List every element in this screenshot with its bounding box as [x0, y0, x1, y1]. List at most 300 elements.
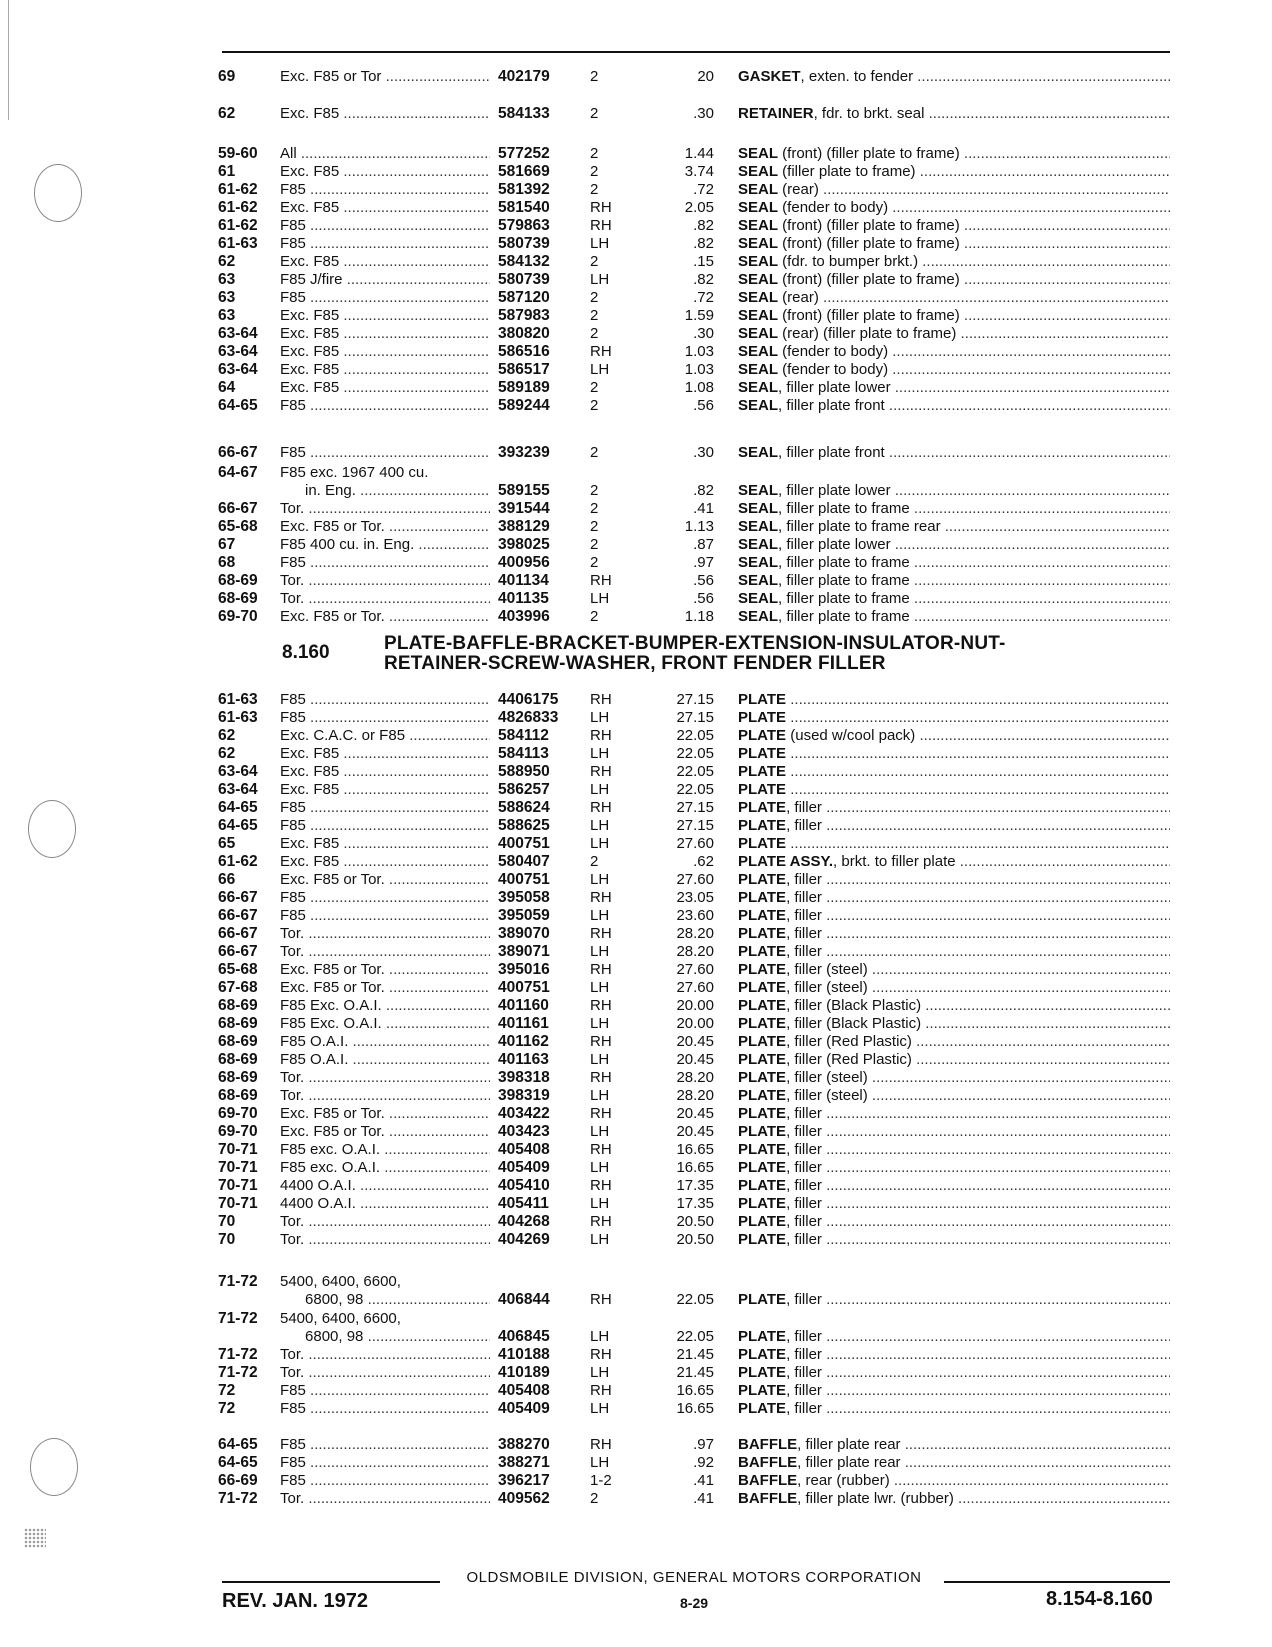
quantity: LH [590, 1454, 610, 1471]
part-number: 400751 [498, 871, 550, 888]
price: 16.65 [676, 1382, 714, 1399]
part-description [738, 798, 1170, 818]
part-name: SEAL [738, 361, 779, 378]
part-row [0, 517, 1272, 537]
section-title-line-2: RETAINER-SCREW-WASHER, FRONT FENDER FILLER [384, 653, 886, 674]
model-year: 63 [218, 289, 236, 306]
part-number: 577252 [498, 145, 550, 162]
part-number: 584113 [498, 745, 549, 762]
part-name: SEAL [738, 518, 779, 535]
quantity: RH [590, 1105, 612, 1122]
part-detail: , filler (Red Plastic) [786, 1051, 912, 1068]
part-name: PLATE [738, 1105, 787, 1122]
model-description: All ..... [280, 144, 490, 164]
model-year: 71-72 [218, 1346, 258, 1363]
part-name: SEAL [738, 590, 779, 607]
part-description [738, 744, 1170, 764]
quantity: LH [590, 835, 610, 852]
part-row [0, 360, 1272, 380]
price: 1.59 [684, 307, 714, 324]
quantity: RH [590, 217, 612, 234]
part-number: 589189 [498, 379, 550, 396]
part-name: PLATE [738, 1400, 787, 1417]
price: 20.00 [676, 1015, 714, 1032]
model-year: 63 [218, 271, 236, 288]
model-year: 64-67 [218, 464, 258, 481]
part-row [0, 978, 1272, 998]
part-name: PLATE [738, 745, 787, 762]
part-number: 398025 [498, 536, 550, 553]
part-detail: , filler plate front [778, 397, 885, 414]
part-row [0, 288, 1272, 308]
part-description [738, 708, 1170, 728]
part-name: SEAL [738, 379, 779, 396]
part-name: SEAL [738, 163, 779, 180]
model-year: 66-67 [218, 889, 258, 906]
quantity: LH [590, 745, 610, 762]
price: 27.60 [676, 835, 714, 852]
model-description: Exc. F85 or Tor ..... [280, 67, 490, 87]
part-number: 391544 [498, 500, 550, 517]
part-number: 401134 [498, 572, 549, 589]
quantity: 2 [590, 163, 599, 180]
part-number: 403996 [498, 608, 550, 625]
model-year: 68-69 [218, 1015, 258, 1032]
price: 27.15 [676, 799, 714, 816]
part-row [0, 1435, 1272, 1455]
part-description [738, 1158, 1170, 1178]
part-description [738, 816, 1170, 836]
part-row [0, 553, 1272, 573]
part-detail: (front) (filler plate to frame) [778, 307, 960, 324]
quantity: LH [590, 709, 610, 726]
part-description [738, 324, 1170, 344]
price: 22.05 [676, 1328, 714, 1345]
part-detail: , filler plate to frame [778, 590, 910, 607]
part-detail: , filler [786, 1177, 822, 1194]
price: .30 [693, 325, 714, 342]
quantity: RH [590, 1436, 612, 1453]
model-description: F85 Exc. O.A.I. ..... [280, 1014, 490, 1034]
part-number: 584133 [498, 105, 550, 122]
quantity: LH [590, 1159, 610, 1176]
quantity: 2 [590, 518, 599, 535]
model-year: 63-64 [218, 781, 258, 798]
model-year: 61-63 [218, 709, 258, 726]
part-row [0, 1363, 1272, 1383]
part-number: 401162 [498, 1033, 549, 1050]
model-year: 68-69 [218, 1033, 258, 1050]
part-detail: , filler (steel) [786, 961, 868, 978]
model-year: 64-65 [218, 1436, 258, 1453]
part-row [0, 378, 1272, 398]
model-description: F85 ..... [280, 1381, 490, 1401]
part-detail: , filler [786, 1364, 822, 1381]
part-number: 403422 [498, 1105, 550, 1122]
scan-artifact [24, 1528, 46, 1548]
model-description: F85 Exc. O.A.I. ..... [280, 996, 490, 1016]
part-row [0, 762, 1272, 782]
model-description: F85 ..... [280, 798, 490, 818]
model-year: 62 [218, 253, 236, 270]
model-year: 69-70 [218, 1123, 258, 1140]
part-description [738, 942, 1170, 962]
quantity: RH [590, 1291, 612, 1308]
part-description [738, 996, 1170, 1016]
price: 1.44 [684, 145, 714, 162]
part-description [738, 481, 1170, 501]
model-description: Exc. F85 or Tor. ..... [280, 1104, 490, 1124]
part-name: BAFFLE [738, 1436, 798, 1453]
model-year: 66 [218, 871, 236, 888]
part-row [0, 1327, 1272, 1347]
part-name: PLATE [738, 1123, 787, 1140]
price: .82 [693, 217, 714, 234]
model-year: 68-69 [218, 1069, 258, 1086]
model-description: F85 ..... [280, 180, 490, 200]
part-row [0, 252, 1272, 272]
part-number: 401135 [498, 590, 549, 607]
model-year: 70-71 [218, 1177, 258, 1194]
part-detail: , filler [786, 1346, 822, 1363]
part-name: SEAL [738, 325, 779, 342]
part-detail: , filler (Black Plastic) [786, 997, 922, 1014]
part-description [738, 726, 1170, 746]
part-detail: , filler plate front [778, 444, 885, 461]
quantity: RH [590, 925, 612, 942]
model-year: 61-62 [218, 217, 258, 234]
model-year: 62 [218, 105, 236, 122]
part-detail: (front) (filler plate to frame) [778, 271, 960, 288]
price: .82 [693, 482, 714, 499]
model-description: Exc. F85 ..... [280, 360, 490, 380]
part-detail: , filler plate to frame [778, 572, 910, 589]
price: 22.05 [676, 763, 714, 780]
part-row [0, 324, 1272, 344]
part-detail: , filler [786, 889, 822, 906]
quantity: LH [590, 1400, 610, 1417]
model-description: F85 ..... [280, 906, 490, 926]
part-name: PLATE [738, 1033, 787, 1050]
model-year: 71-72 [218, 1364, 258, 1381]
quantity: RH [590, 1069, 612, 1086]
model-year: 66-67 [218, 907, 258, 924]
part-detail: , filler (steel) [786, 1069, 868, 1086]
model-description: Exc. F85 or Tor. ..... [280, 960, 490, 980]
part-description [738, 1140, 1170, 1160]
part-description [738, 1435, 1170, 1455]
model-description: Exc. F85 ..... [280, 104, 490, 124]
header-rule [222, 51, 1170, 53]
part-name: PLATE [738, 961, 787, 978]
part-detail: (rear) [778, 181, 819, 198]
part-description [738, 960, 1170, 980]
part-description [738, 396, 1170, 416]
part-detail: , filler plate rear [797, 1454, 901, 1471]
model-description: F85 exc. O.A.I. ..... [280, 1140, 490, 1160]
price: 27.15 [676, 817, 714, 834]
part-row [0, 535, 1272, 555]
part-row [0, 1068, 1272, 1088]
part-row [0, 906, 1272, 926]
model-description: Exc. F85 or Tor. ..... [280, 978, 490, 998]
model-year: 63-64 [218, 361, 258, 378]
model-description: Tor. ..... [280, 499, 490, 519]
price: 23.60 [676, 907, 714, 924]
part-detail: , filler plate lwr. (rubber) [797, 1490, 954, 1507]
part-number: 579863 [498, 217, 550, 234]
part-description [738, 888, 1170, 908]
part-row [0, 1471, 1272, 1491]
quantity: LH [590, 1364, 610, 1381]
part-row [0, 162, 1272, 182]
part-detail: , filler plate rear [797, 1436, 901, 1453]
part-row [0, 1453, 1272, 1473]
model-year: 65-68 [218, 961, 258, 978]
part-row [0, 780, 1272, 800]
part-name: PLATE [738, 763, 787, 780]
part-description [738, 978, 1170, 998]
quantity: LH [590, 907, 610, 924]
price: 21.45 [676, 1346, 714, 1363]
model-description: Tor. ..... [280, 942, 490, 962]
quantity: LH [590, 1231, 610, 1248]
footer-revision: REV. JAN. 1972 [222, 1590, 369, 1612]
part-name: PLATE ASSY. [738, 853, 834, 870]
part-row [0, 180, 1272, 200]
part-description [738, 1104, 1170, 1124]
part-row [0, 67, 1272, 87]
quantity: LH [590, 817, 610, 834]
part-number: 589244 [498, 397, 550, 414]
part-row [0, 1272, 1272, 1292]
part-number: 406844 [498, 1291, 550, 1308]
part-description [738, 924, 1170, 944]
model-description: F85 ..... [280, 553, 490, 573]
quantity: LH [590, 781, 610, 798]
part-description [738, 1014, 1170, 1034]
model-year: 63-64 [218, 343, 258, 360]
part-name: PLATE [738, 1195, 787, 1212]
part-description [738, 1194, 1170, 1214]
part-name: BAFFLE [738, 1490, 798, 1507]
quantity: RH [590, 199, 612, 216]
footer-section-range: 8.154-8.160 [1046, 1588, 1153, 1610]
part-row [0, 198, 1272, 218]
part-number: 388270 [498, 1436, 550, 1453]
part-number: 581669 [498, 163, 550, 180]
model-description: Exc. F85 ..... [280, 324, 490, 344]
quantity: RH [590, 997, 612, 1014]
part-detail: , filler [786, 1400, 822, 1417]
part-number: 410188 [498, 1346, 550, 1363]
model-description: F85 J/fire ..... [280, 270, 490, 290]
part-name: SEAL [738, 235, 779, 252]
part-detail: (fender to body) [778, 343, 889, 360]
part-row [0, 463, 1272, 483]
part-number: 586257 [498, 781, 550, 798]
quantity: RH [590, 343, 612, 360]
quantity: LH [590, 1195, 610, 1212]
part-description [738, 306, 1170, 326]
part-detail: , filler [786, 871, 822, 888]
model-description: F85 ..... [280, 396, 490, 416]
part-name: PLATE [738, 1231, 787, 1248]
part-number: 398318 [498, 1069, 550, 1086]
part-detail: (used w/cool pack) [786, 727, 916, 744]
quantity: 2 [590, 289, 599, 306]
price: 1.08 [684, 379, 714, 396]
model-year: 64-65 [218, 799, 258, 816]
model-description: 4400 O.A.I. ..... [280, 1194, 490, 1214]
part-description [738, 1290, 1170, 1310]
model-year: 64 [218, 379, 236, 396]
part-description [738, 270, 1170, 290]
price: 20.45 [676, 1105, 714, 1122]
model-year: 67 [218, 536, 236, 553]
model-description: F85 ..... [280, 1435, 490, 1455]
price: .92 [693, 1454, 714, 1471]
model-description: F85 ..... [280, 1471, 490, 1491]
part-detail: , fdr. to brkt. seal [813, 105, 925, 122]
price: 20.45 [676, 1051, 714, 1068]
part-row [0, 1489, 1272, 1509]
model-year: 61-62 [218, 181, 258, 198]
quantity: LH [590, 590, 610, 607]
part-row [0, 726, 1272, 746]
model-year: 69-70 [218, 1105, 258, 1122]
part-description [738, 104, 1170, 124]
part-number: 410189 [498, 1364, 550, 1381]
part-number: 389070 [498, 925, 550, 942]
part-row [0, 816, 1272, 836]
part-name: PLATE [738, 997, 787, 1014]
quantity: RH [590, 1177, 612, 1194]
quantity: LH [590, 1087, 610, 1104]
part-detail: , filler plate lower [778, 536, 891, 553]
price: .56 [693, 397, 714, 414]
model-description: Tor. ..... [280, 1212, 490, 1232]
part-description [738, 571, 1170, 591]
model-year: 69-70 [218, 608, 258, 625]
model-description: F85 exc. 1967 400 cu. [280, 464, 429, 481]
price: 27.15 [676, 691, 714, 708]
part-number: 401160 [498, 997, 549, 1014]
section-title-line-1: PLATE-BAFFLE-BRACKET-BUMPER-EXTENSION-INSULATOR-NUT- [384, 633, 1006, 654]
part-description [738, 499, 1170, 519]
part-row [0, 1230, 1272, 1250]
part-detail: (fender to body) [778, 199, 889, 216]
part-row [0, 234, 1272, 254]
model-description: Exc. F85 ..... [280, 744, 490, 764]
part-description [738, 762, 1170, 782]
part-number: 403423 [498, 1123, 550, 1140]
part-name: PLATE [738, 871, 787, 888]
quantity: 2 [590, 500, 599, 517]
part-description [738, 1471, 1170, 1491]
model-year: 69 [218, 68, 236, 85]
model-description: F85 ..... [280, 216, 490, 236]
quantity: RH [590, 1382, 612, 1399]
part-number: 400751 [498, 979, 550, 996]
part-row [0, 481, 1272, 501]
part-description [738, 852, 1170, 872]
price: 21.45 [676, 1364, 714, 1381]
part-name: SEAL [738, 199, 779, 216]
part-name: PLATE [738, 691, 787, 708]
price: 22.05 [676, 1291, 714, 1308]
model-description: Tor. ..... [280, 1068, 490, 1088]
part-number: 4826833 [498, 709, 559, 726]
part-name: PLATE [738, 889, 787, 906]
quantity: LH [590, 979, 610, 996]
part-name: PLATE [738, 1051, 787, 1068]
part-row [0, 870, 1272, 890]
model-description: 5400, 6400, 6600, [280, 1310, 401, 1327]
model-year: 61-63 [218, 235, 258, 252]
part-detail: , filler [786, 817, 822, 834]
part-row [0, 571, 1272, 591]
part-detail: , filler plate lower [778, 482, 891, 499]
model-description: Tor. ..... [280, 1086, 490, 1106]
part-number: 401163 [498, 1051, 549, 1068]
part-description [738, 216, 1170, 236]
model-description: Tor. ..... [280, 1489, 490, 1509]
quantity: RH [590, 799, 612, 816]
model-year: 64-65 [218, 817, 258, 834]
quantity: RH [590, 1033, 612, 1050]
model-description: in. Eng. ..... [280, 481, 490, 501]
quantity: 2 [590, 105, 599, 122]
model-description: Tor. ..... [280, 1230, 490, 1250]
price: .30 [693, 105, 714, 122]
price: .87 [693, 536, 714, 553]
model-description: F85 ..... [280, 708, 490, 728]
model-description: Exc. C.A.C. or F85 ..... [280, 726, 490, 746]
part-number: 395058 [498, 889, 550, 906]
part-name: BAFFLE [738, 1454, 798, 1471]
part-number: 400956 [498, 554, 550, 571]
model-description: 6800, 98 ..... [280, 1327, 490, 1347]
model-year: 66-67 [218, 500, 258, 517]
part-description [738, 1230, 1170, 1250]
part-detail: , filler [786, 1159, 822, 1176]
part-name: SEAL [738, 572, 779, 589]
part-row [0, 1194, 1272, 1214]
model-year: 67-68 [218, 979, 258, 996]
part-name: PLATE [738, 709, 787, 726]
part-name: PLATE [738, 1213, 787, 1230]
price: 22.05 [676, 727, 714, 744]
quantity: RH [590, 572, 612, 589]
part-name: PLATE [738, 1291, 787, 1308]
model-year: 66-67 [218, 444, 258, 461]
part-name: PLATE [738, 925, 787, 942]
model-year: 62 [218, 727, 236, 744]
model-year: 68-69 [218, 572, 258, 589]
part-number: 584112 [498, 727, 549, 744]
part-row [0, 144, 1272, 164]
part-number: 580739 [498, 235, 550, 252]
price: 2.05 [684, 199, 714, 216]
part-row [0, 690, 1272, 710]
model-year: 63 [218, 307, 236, 324]
part-detail: (fender to body) [778, 361, 889, 378]
part-number: 581392 [498, 181, 550, 198]
part-name: SEAL [738, 608, 779, 625]
quantity: LH [590, 1015, 610, 1032]
part-row [0, 834, 1272, 854]
